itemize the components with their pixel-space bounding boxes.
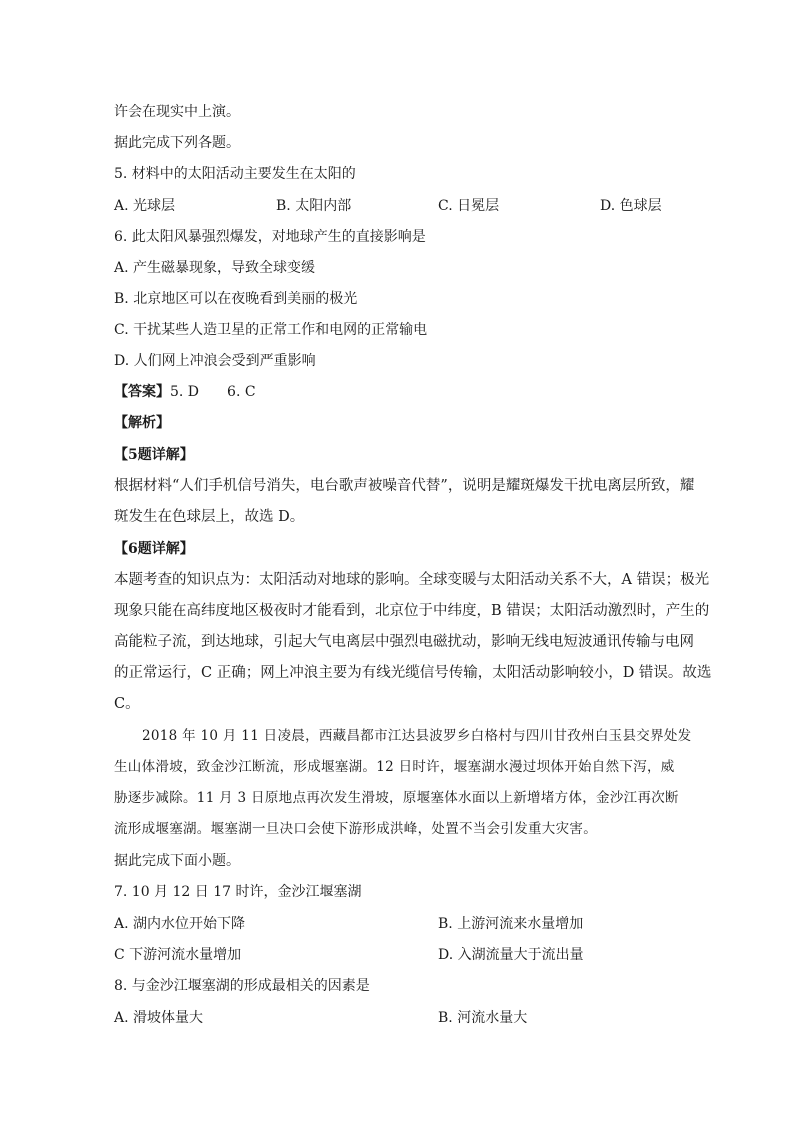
q6-explanation-line: 的正常运行，C 正确；网上冲浪主要为有线光缆信号传输，太阳活动影响较小，D 错误。故选 — [114, 665, 712, 681]
answer-line — [114, 382, 256, 402]
question-7: 7. 10 月 12 日 17 时许，金沙江堰塞湖 — [114, 884, 362, 900]
material-line: 胁逐步减除。11 月 3 日原地点再次发生滑坡，原堰塞体水面以上新增堵方体，金沙江再次断 — [114, 790, 679, 806]
option-5b: B. 太阳内部 — [276, 198, 352, 214]
analysis-label: 【解析】 — [114, 415, 170, 431]
q5-detail-heading: 【5题详解】 — [114, 447, 194, 463]
question-8: 8. 与金沙江堰塞湖的形成最相关的因素是 — [114, 978, 370, 994]
question-6: 6. 此太阳风暴强烈爆发，对地球产生的直接影响是 — [114, 229, 426, 245]
option-7b: B. 上游河流来水量增加 — [438, 916, 584, 932]
option-7a: A. 湖内水位开始下降 — [114, 916, 246, 932]
option-6d: D. 人们网上冲浪会受到严重影响 — [114, 353, 316, 369]
instruction-line: 据此完成下面小题。 — [114, 853, 240, 869]
option-5d: D. 色球层 — [600, 198, 662, 214]
option-5a: A. 光球层 — [114, 198, 176, 214]
material-line: 流形成堰塞湖。堰塞湖一旦决口会使下游形成洪峰，处置不当会引发重大灾害。 — [114, 821, 597, 837]
option-6c: C. 干扰某些人造卫星的正常工作和电网的正常输电 — [114, 322, 428, 338]
q6-explanation-line: 现象只能在高纬度地区极夜时才能看到，北京位于中纬度，B 错误；太阳活动激烈时，产生的 — [114, 603, 710, 619]
material-line: 生山体滑坡，致金沙江断流，形成堰塞湖。12 日时许，堰塞湖水漫过坝体开始自然下泻，威 — [114, 759, 675, 775]
option-8a: A. 滑坡体量大 — [114, 1010, 204, 1026]
text-line: 许会在现实中上演。 — [114, 104, 240, 120]
material-line: 2018 年 10 月 11 日凌晨，西藏昌都市江达县波罗乡白格村与四川甘孜州白玉县交界处发 — [142, 728, 692, 744]
q6-explanation-line: 高能粒子流，到达地球，引起大气电离层中强烈电磁扰动，影响无线电短波通讯传输与电网 — [114, 634, 694, 650]
option-8b: B. 河流水量大 — [438, 1010, 528, 1026]
option-7d: D. 入湖流量大于流出量 — [438, 947, 584, 963]
answer-label: 【答案】 — [114, 384, 170, 400]
instruction-line: 据此完成下列各题。 — [114, 135, 240, 151]
option-6a: A. 产生磁暴现象，导致全球变缓 — [114, 260, 316, 276]
q5-explanation-line: 斑发生在色球层上，故选 D。 — [114, 509, 305, 525]
q6-explanation-line: 本题考查的知识点为：太阳活动对地球的影响。全球变暖与太阳活动关系不大，A 错误；极光 — [114, 572, 710, 588]
option-6b: B. 北京地区可以在夜晚看到美丽的极光 — [114, 291, 358, 307]
q5-explanation-line: 根据材料“人们手机信号消失，电台歌声被噪音代替”，说明是耀斑爆发干扰电离层所致，耀 — [114, 478, 695, 494]
q6-explanation-line: C。 — [114, 696, 140, 712]
answer-value: 5. D 6. C — [170, 384, 256, 400]
q6-detail-heading: 【6题详解】 — [114, 541, 194, 557]
question-5: 5. 材料中的太阳活动主要发生在太阳的 — [114, 166, 356, 182]
option-5c: C. 日冕层 — [438, 198, 500, 214]
option-7c: C 下游河流水量增加 — [114, 947, 242, 963]
